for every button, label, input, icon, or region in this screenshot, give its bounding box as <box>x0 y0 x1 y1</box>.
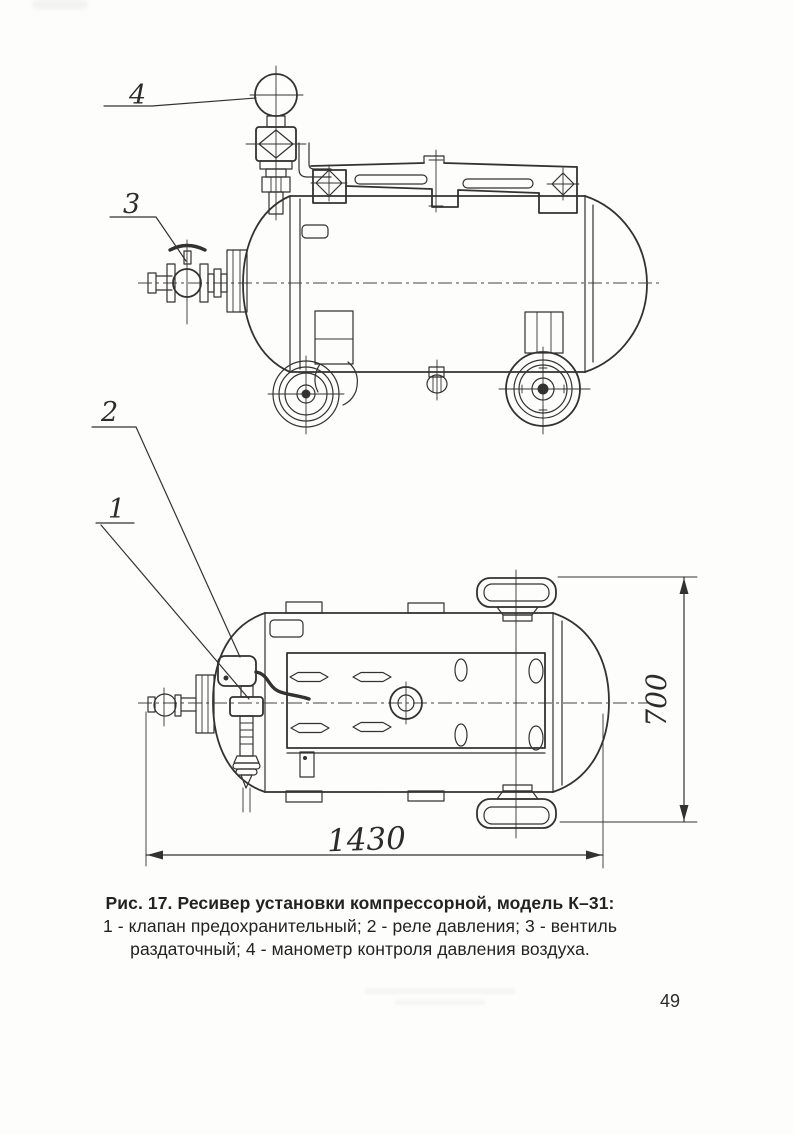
callout-2 <box>92 397 240 657</box>
plan-view <box>92 397 697 868</box>
callout-4 <box>104 80 256 111</box>
relay-pipe <box>256 672 309 699</box>
figure-caption-line-3: раздаточный; 4 - манометр контроля давления воздуха. <box>130 939 590 959</box>
tank-port <box>302 225 328 238</box>
dimension-width <box>558 577 697 822</box>
callout-1-leader <box>96 523 249 699</box>
dimension-length <box>146 712 603 868</box>
dimension-length-label: 1430 <box>326 820 407 860</box>
callout-4-leader <box>104 98 256 106</box>
safety-valve <box>230 697 263 812</box>
callout-2-label: 2 <box>101 397 119 428</box>
figure-caption-line-2: 1 - клапан предохранительный; 2 - реле давления; 3 - вентиль <box>102 916 618 936</box>
elbow-pipe <box>299 143 331 177</box>
wheel-plan-top <box>477 578 556 621</box>
pressure-relay <box>218 656 309 699</box>
side-view <box>104 66 662 434</box>
tank-side <box>138 196 662 372</box>
print-bleedthrough <box>335 982 550 1016</box>
figure-caption <box>58 892 662 961</box>
callout-2-leader <box>92 427 240 657</box>
distribution-valve <box>148 240 247 324</box>
drain-fitting <box>427 360 447 400</box>
callout-3-leader <box>110 217 186 261</box>
callout-3 <box>110 189 186 261</box>
mounting-bracket <box>302 150 579 238</box>
tank-plan <box>138 602 650 802</box>
callout-1 <box>96 494 249 699</box>
figure-caption-title: Рис. 17. Ресивер установки компрессорной, модель К–31: <box>105 893 615 913</box>
callout-1-label: 1 <box>108 494 126 525</box>
callout-4-label: 4 <box>129 80 147 111</box>
callout-3-label: 3 <box>123 189 141 220</box>
main-wheel <box>499 312 590 434</box>
dimension-width-label: 700 <box>640 673 673 727</box>
fill-valve-plan <box>148 675 214 733</box>
page-number: 49 <box>660 991 681 1011</box>
